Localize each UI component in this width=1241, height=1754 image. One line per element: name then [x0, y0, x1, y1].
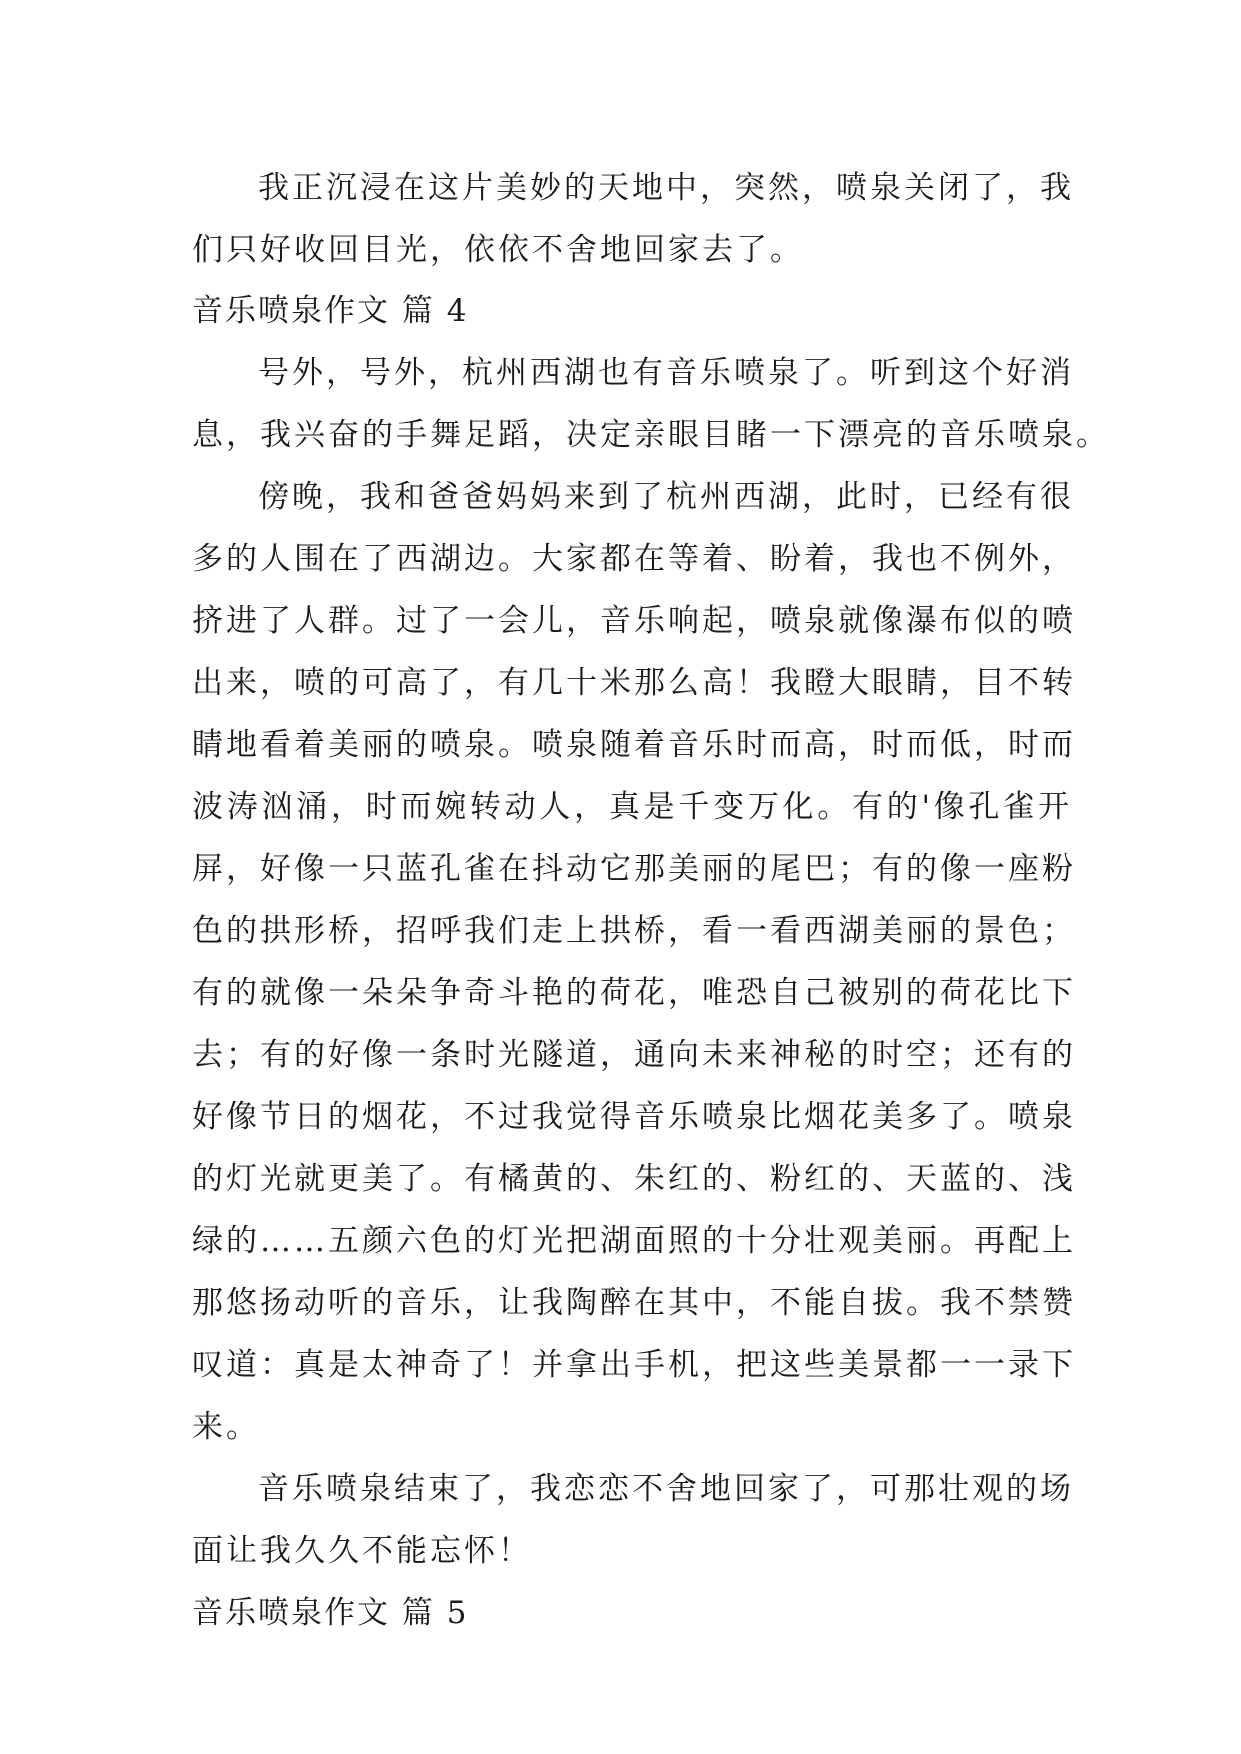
paragraph-line: 屏，好像一只蓝孔雀在抖动它那美丽的尾巴；有的像一座粉 [192, 851, 1076, 887]
paragraph-line: 好像节日的烟花，不过我觉得音乐喷泉比烟花美多了。喷泉 [192, 1099, 1076, 1135]
paragraph-line: 号外，号外，杭州西湖也有音乐喷泉了。听到这个好消 [258, 355, 1074, 391]
paragraph-line: 的灯光就更美了。有橘黄的、朱红的、粉红的、天蓝的、浅 [192, 1161, 1076, 1197]
paragraph-line: 多的人围在了西湖边。大家都在等着、盼着，我也不例外， [192, 541, 1076, 577]
paragraph-line: 波涛汹涌，时而婉转动人，真是千变万化。有的'像孔雀开 [192, 789, 1072, 825]
section-heading: 音乐喷泉作文 篇 4 [192, 293, 469, 329]
paragraph-line: 傍晚，我和爸爸妈妈来到了杭州西湖，此时，已经有很 [258, 479, 1074, 515]
paragraph-line: 睛地看着美丽的喷泉。喷泉随着音乐时而高，时而低，时而 [192, 727, 1076, 763]
paragraph-line: 绿的……五颜六色的灯光把湖面照的十分壮观美丽。再配上 [192, 1223, 1076, 1259]
paragraph-line: 面让我久久不能忘怀！ [192, 1533, 532, 1569]
paragraph-line: 我正沉浸在这片美妙的天地中，突然，喷泉关闭了，我 [258, 170, 1074, 206]
paragraph-line: 们只好收回目光，依依不舍地回家去了。 [192, 232, 804, 268]
section-heading: 音乐喷泉作文 篇 5 [192, 1595, 469, 1631]
paragraph-line: 叹道：真是太神奇了！并拿出手机，把这些美景都一一录下 [192, 1347, 1076, 1383]
paragraph-line: 那悠扬动听的音乐，让我陶醉在其中，不能自拔。我不禁赞 [192, 1285, 1076, 1321]
paragraph-line: 息，我兴奋的手舞足蹈，决定亲眼目睹一下漂亮的音乐喷泉。 [192, 417, 1110, 453]
paragraph-line: 音乐喷泉结束了，我恋恋不舍地回家了，可那壮观的场 [258, 1471, 1074, 1507]
paragraph-line: 挤进了人群。过了一会儿，音乐响起，喷泉就像瀑布似的喷 [192, 603, 1076, 639]
paragraph-line: 去；有的好像一条时光隧道，通向未来神秘的时空；还有的 [192, 1037, 1076, 1073]
paragraph-line: 色的拱形桥，招呼我们走上拱桥，看一看西湖美丽的景色； [192, 913, 1076, 949]
paragraph-line: 来。 [192, 1409, 260, 1445]
paragraph-line: 有的就像一朵朵争奇斗艳的荷花，唯恐自己被别的荷花比下 [192, 975, 1076, 1011]
paragraph-line: 出来，喷的可高了，有几十米那么高！我瞪大眼睛，目不转 [192, 665, 1076, 701]
